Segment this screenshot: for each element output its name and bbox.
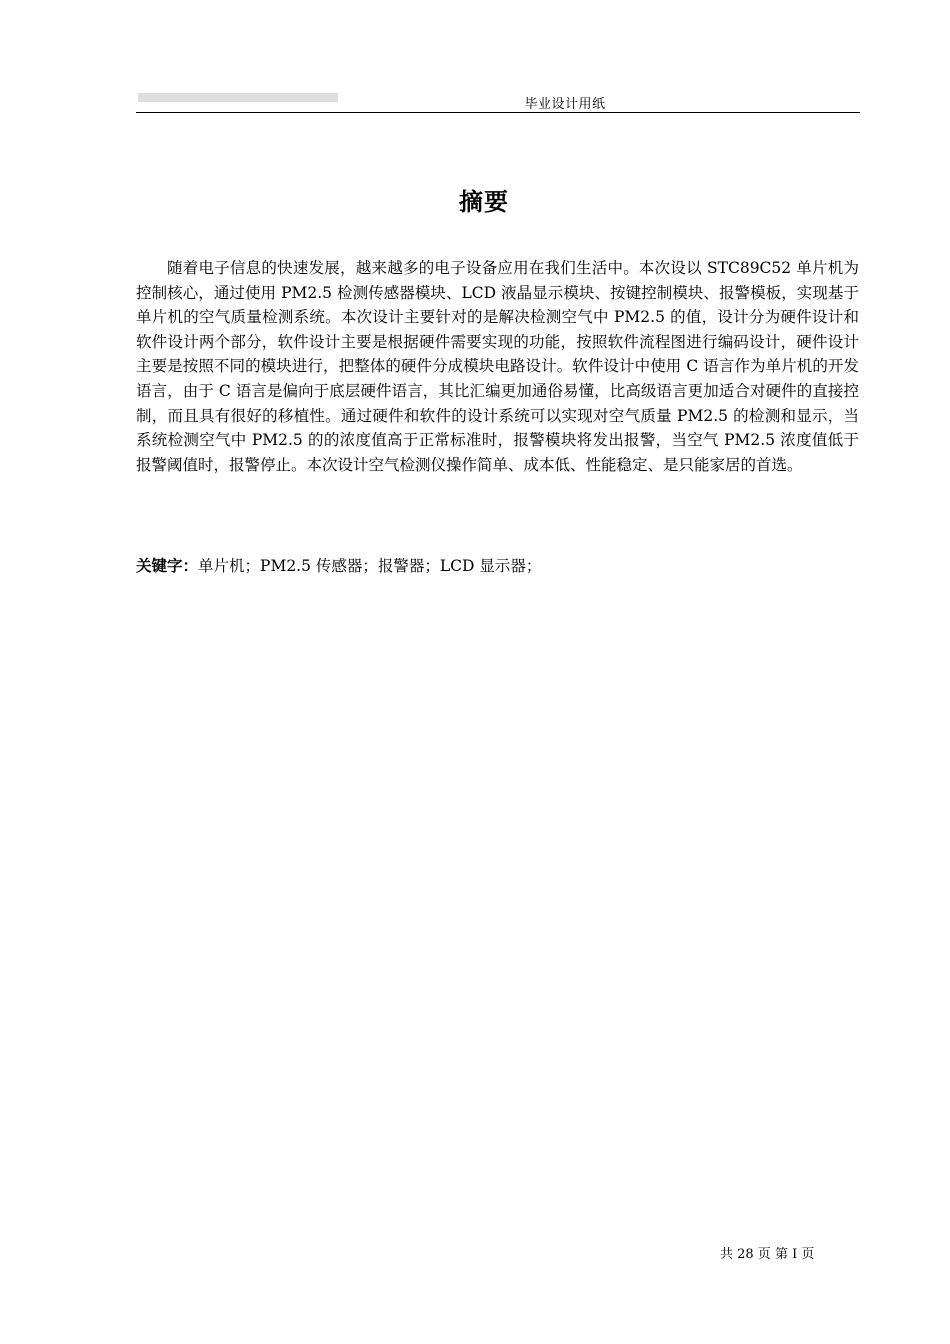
- keywords-value: 单片机；PM2.5 传感器；报警器；LCD 显示器；: [198, 557, 542, 575]
- header-divider: [136, 112, 860, 113]
- page-title: 摘要: [459, 187, 509, 216]
- keywords-line: [136, 555, 859, 577]
- page-footer: 共 28 页 第 I 页: [720, 1247, 815, 1262]
- keywords-label: 关键字：: [136, 556, 199, 575]
- header-title: 毕业设计用纸: [524, 97, 606, 112]
- abstract-paragraph: 随着电子信息的快速发展，越来越多的电子设备应用在我们生活中。本次设以 STC89C52 单片机为控制核心，通过使用 PM2.5 检测传感器模块、LCD 液晶显示模块、按键控制模块、报警模板，实现基于单片机的空气质量检测系统。本次设计主要针对的是解决检测空气中 PM2.5 的值，设计分为硬件设计和软件设计两个部分，软件设计主要是根据硬件需要实现的功能，按照软件流程图进行编码设计，硬件设计主要是按照不同的模块进行，把整体的硬件分成模块电路设计。软件设计中使用 C 语言作为单片机的开发语言，由于 C 语言是偏向于底层硬件语言，其比汇编更加通俗易懂，比高级语言更加适合对硬件的直接控制，而且具有很好的移植性。通过硬件和软件的设计系统可以实现对空气质量 PM2.5 的检测和显示，当系统检测空气中 PM2.5 的的浓度值高于正常标准时，报警模块将发出报警，当空气 PM2.5 浓度值低于报警阈值时，报警停止。本次设计空气检测仪操作简单、成本低、性能稳定、是只能家居的首选。: [136, 259, 859, 474]
